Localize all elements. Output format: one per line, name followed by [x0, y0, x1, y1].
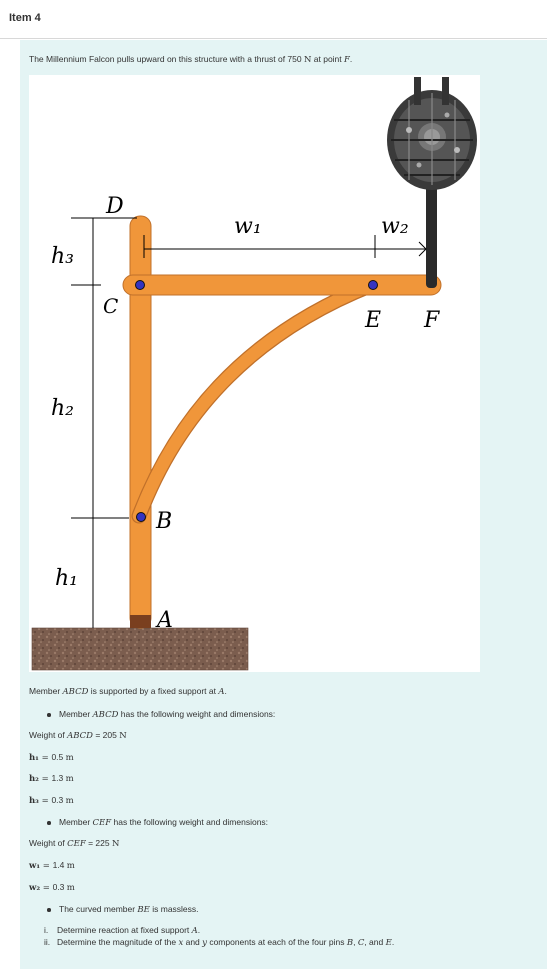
task-ii	[44, 937, 395, 948]
text-segment: ,	[353, 937, 358, 947]
math-member: ABCD	[62, 687, 89, 697]
label-a: A	[157, 608, 173, 633]
structure-diagram	[29, 75, 480, 672]
math-member: CEF	[92, 818, 112, 828]
text-segment: = 225	[85, 838, 112, 848]
text-segment: , and	[364, 937, 386, 947]
math-variable: h₂	[29, 774, 39, 784]
text-segment: The curved member	[59, 904, 138, 914]
label-c: C	[103, 294, 119, 318]
text-segment: 1.3	[51, 773, 66, 783]
math-member: ABCD	[92, 710, 119, 720]
intro-point: F	[344, 55, 350, 65]
math-unit: m	[65, 774, 74, 784]
text-segment: .	[391, 937, 395, 947]
dim-h2	[29, 773, 74, 784]
text-segment: and	[183, 937, 203, 947]
text-segment: = 205	[93, 730, 120, 740]
math-point: E	[385, 938, 392, 948]
dim-h3	[29, 795, 74, 806]
text-segment: is massless.	[149, 904, 199, 914]
intro-mid: at point	[311, 54, 345, 64]
math-eq: =	[40, 861, 53, 871]
intro-text	[29, 54, 352, 65]
text-segment: is supported by a fixed support at	[88, 686, 219, 696]
question-panel	[20, 40, 547, 969]
label-w2: w₂	[381, 214, 409, 239]
ground-block	[32, 628, 248, 670]
math-variable: w₂	[29, 883, 41, 893]
math-member: ABCD	[67, 731, 93, 741]
pin-b	[137, 513, 146, 522]
math-variable: w₁	[29, 861, 41, 871]
text-segment: Weight of	[29, 730, 68, 740]
text-segment: 0.3	[51, 795, 66, 805]
pin-e	[369, 281, 378, 290]
text-segment: components at each of the four pins	[206, 937, 347, 947]
dim-w1	[29, 860, 75, 871]
text-segment: Member	[59, 817, 93, 827]
math-unit: N	[111, 839, 120, 849]
math-eq: =	[38, 774, 52, 784]
intro-before: The Millennium Falcon pulls upward on this structure with a thrust of 750	[29, 54, 304, 64]
millennium-falcon-image	[387, 77, 477, 190]
label-h2: h₂	[51, 396, 74, 421]
math-point: A	[218, 687, 225, 697]
label-w1: w₁	[234, 214, 262, 239]
label-h3: h₃	[51, 244, 74, 269]
math-unit: m	[65, 753, 74, 763]
math-unit: m	[65, 796, 74, 806]
member-abcd-support-text	[29, 686, 227, 697]
math-variable: h₃	[29, 796, 39, 806]
text-segment: has the following weight and dimensions:	[118, 709, 276, 719]
label-e: E	[365, 308, 382, 333]
text-segment: Determine reaction at fixed support	[57, 925, 192, 935]
math-variable: x	[178, 938, 184, 948]
text-segment: 1.4	[52, 860, 67, 870]
member-be-outline	[139, 285, 372, 516]
task-i	[44, 925, 201, 936]
item-header	[0, 0, 547, 39]
bullet-abcd-dimensions	[59, 709, 275, 720]
bullet-cef-dimensions	[59, 817, 268, 828]
thrust-rod	[426, 180, 437, 288]
math-point: A	[191, 926, 198, 936]
text-segment: 0.3	[52, 882, 67, 892]
math-eq: =	[40, 883, 53, 893]
math-unit: m	[66, 861, 75, 871]
math-point: B	[346, 938, 354, 948]
member-be	[139, 285, 372, 516]
math-variable: h₁	[29, 753, 39, 763]
task-number: ii.	[44, 937, 51, 947]
member-cef	[123, 275, 441, 295]
math-member: CEF	[67, 839, 86, 849]
math-member: BE	[137, 905, 150, 915]
math-point: C	[357, 938, 365, 948]
text-segment: .	[197, 925, 201, 935]
dim-h1	[29, 752, 74, 763]
pin-c	[136, 281, 145, 290]
text-segment: Determine the magnitude of the	[57, 937, 179, 947]
item-title: Item 4	[9, 12, 41, 24]
label-h1: h₁	[55, 566, 78, 591]
text-segment: Weight of	[29, 838, 68, 848]
label-d: D	[106, 194, 124, 219]
label-f: F	[424, 308, 440, 333]
math-eq: =	[38, 753, 52, 763]
text-segment: Member	[29, 686, 63, 696]
text-segment: Member	[59, 709, 93, 719]
math-variable: y	[202, 938, 207, 948]
intro-unit: N	[303, 55, 312, 65]
text-segment: has the following weight and dimensions:	[111, 817, 269, 827]
math-unit: m	[66, 883, 75, 893]
dim-w2	[29, 882, 75, 893]
task-number: i.	[44, 925, 49, 935]
member-abcd-base	[130, 615, 151, 628]
text-segment: .	[224, 686, 227, 696]
weight-abcd	[29, 730, 127, 741]
math-eq: =	[38, 796, 52, 806]
bullet-be-massless	[59, 904, 199, 915]
intro-end: .	[349, 54, 353, 64]
structure-figure	[29, 75, 480, 672]
weight-cef	[29, 838, 119, 849]
math-unit: N	[119, 731, 127, 741]
text-segment: 0.5	[51, 752, 66, 762]
label-b: B	[156, 509, 173, 534]
